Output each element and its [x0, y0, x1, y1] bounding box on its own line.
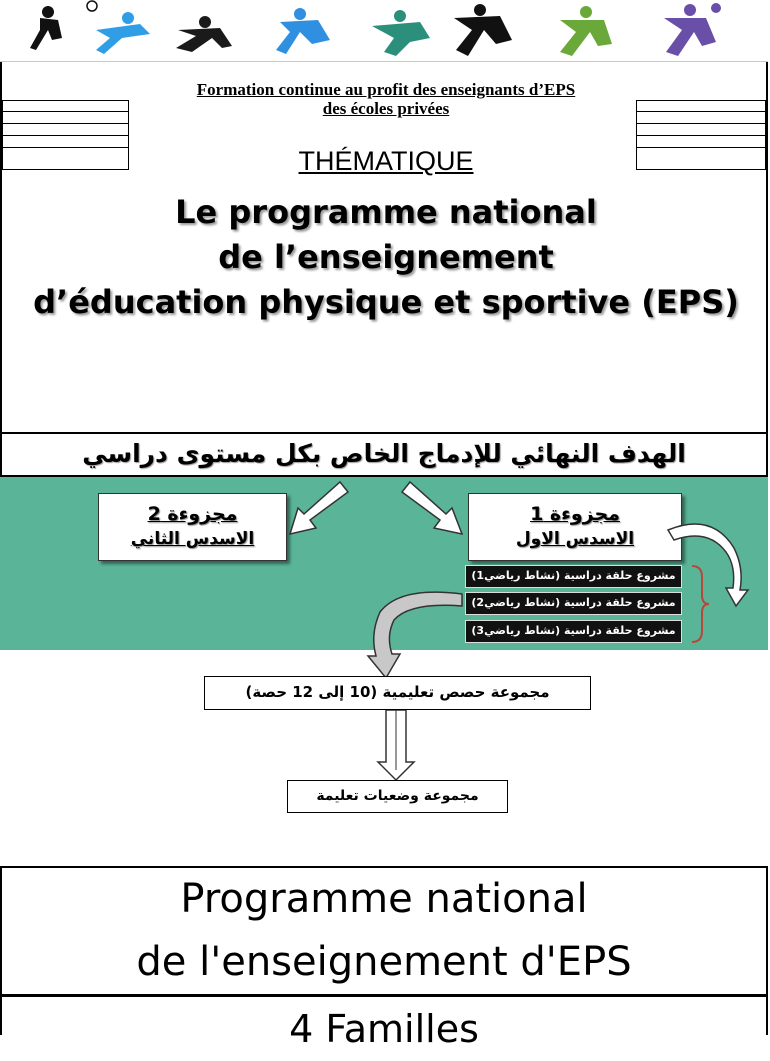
formation-line-2: des écoles privées: [322, 99, 450, 118]
thematique-label: THÉMATIQUE: [298, 146, 474, 176]
module-2-title: مجزوءة 2: [147, 503, 238, 525]
programme-national-slide: [0, 866, 768, 996]
cycle-project-1: مشروع حلقة دراسية (نشاط رياضي1): [465, 565, 682, 588]
down-arrow-icon: [378, 710, 414, 780]
slide2-title-line-1: Programme national: [180, 876, 588, 922]
main-title-line-1: Le programme national: [175, 193, 597, 231]
formation-line-1: Formation continue au profit des enseignants d’EPS: [196, 80, 576, 99]
curved-arrow-down-icon: [368, 592, 462, 678]
familles-slide: [0, 995, 768, 1051]
main-title-line-3: d’éducation physique et sportive (EPS): [33, 283, 739, 321]
module-1-subtitle: الاسدس الاول: [515, 529, 635, 549]
slide3-title: 4 Familles: [289, 1007, 479, 1051]
cycle-project-3: مشروع حلقة دراسية (نشاط رياضي3): [465, 620, 682, 643]
module-1-title: مجزوءة 1: [530, 503, 620, 525]
arrow-to-module-1-icon: [402, 482, 462, 534]
final-objective-banner: الهدف النهائي للإدماج الخاص بكل مستوى دراسي: [0, 432, 768, 477]
curved-arrow-right-icon: [668, 524, 748, 606]
slide2-title-line-2: de l'enseignement d'EPS: [136, 939, 632, 985]
cycle-project-2: مشروع حلقة دراسية (نشاط رياضي2): [465, 592, 682, 615]
main-title-line-2: de l’enseignement: [218, 238, 554, 276]
learning-situations-box: مجموعة وضعيات تعليمة: [287, 780, 508, 813]
arrow-to-module-2-icon: [290, 482, 348, 534]
module-2-subtitle: الاسدس الثاني: [130, 529, 255, 549]
teaching-sessions-box: مجموعة حصص تعليمية (10 إلى 12 حصة): [204, 676, 591, 710]
